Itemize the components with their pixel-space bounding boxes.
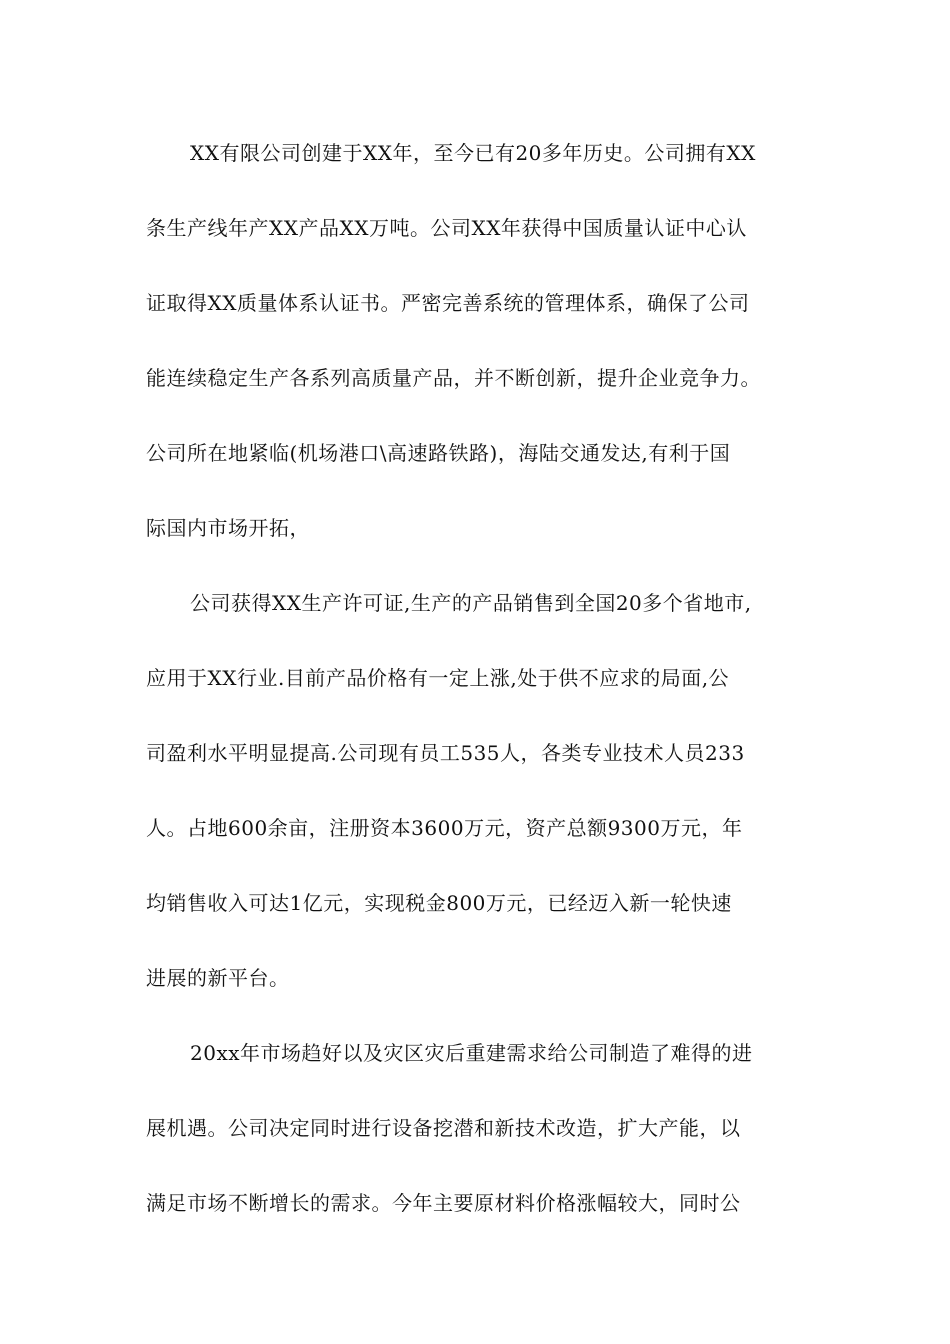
- text-line: 均销售收入可达1亿元，实现税金800万元，已经迈入新一轮快速: [146, 891, 732, 915]
- text-line: 际国内市场开拓，: [146, 516, 310, 540]
- text-line: 进展的新平台。: [146, 966, 290, 990]
- paragraph-company-history: [146, 131, 811, 581]
- text-line: 应用于XX行业.目前产品价格有一定上涨,处于供不应求的局面,公: [146, 666, 730, 690]
- paragraph-production-license: [146, 581, 811, 1031]
- text-line: 能连续稳定生产各系列高质量产品，并不断创新，提升企业竞争力。: [146, 366, 761, 390]
- text-line: 满足市场不断增长的需求。今年主要原材料价格涨幅较大，同时公: [146, 1191, 741, 1215]
- text-line: 司盈利水平明显提高.公司现有员工535人，各类专业技术人员233: [146, 741, 745, 765]
- text-line: 公司获得XX生产许可证,生产的产品销售到全国20多个省地市,: [190, 591, 752, 615]
- text-line: 公司所在地紧临(机场港口\高速路铁路)，海陆交通发达,有利于国: [146, 441, 731, 465]
- text-line: 20xx年市场趋好以及灾区灾后重建需求给公司制造了难得的进: [190, 1041, 753, 1065]
- paragraph-market-opportunity: [146, 1031, 811, 1256]
- text-line: 人。占地600余亩，注册资本3600万元，资产总额9300万元，年: [146, 816, 743, 840]
- text-line: 条生产线年产XX产品XX万吨。公司XX年获得中国质量认证中心认: [146, 216, 747, 240]
- text-line: 展机遇。公司决定同时进行设备挖潜和新技术改造，扩大产能，以: [146, 1116, 741, 1140]
- document-body: [146, 131, 811, 1256]
- text-line: 证取得XX质量体系认证书。严密完善系统的管理体系，确保了公司: [146, 291, 750, 315]
- text-line: XX有限公司创建于XX年，至今已有20多年历史。公司拥有XX: [190, 141, 756, 165]
